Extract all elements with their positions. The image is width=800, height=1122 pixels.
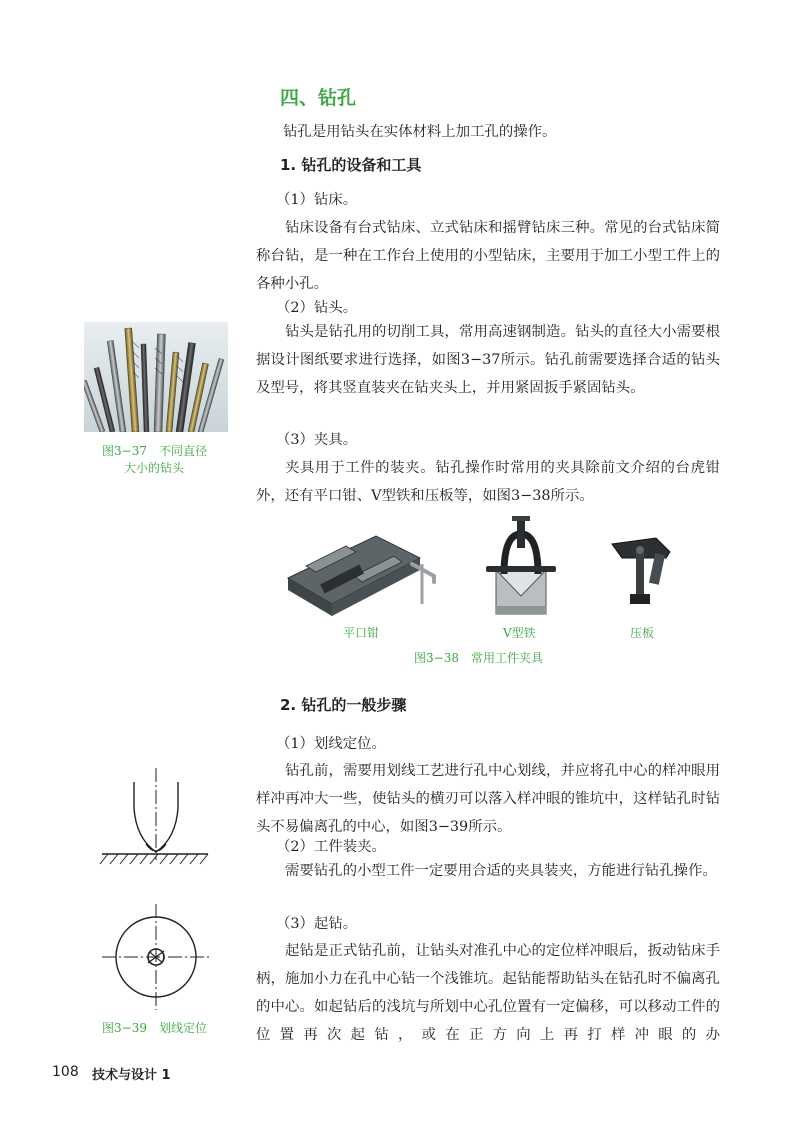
step-1-label: （1）划线定位。 — [276, 736, 386, 752]
step-3-label: （3）起钻。 — [276, 916, 358, 932]
step-1-text: 钻孔前，需要用划线工艺进行孔中心划线，并应将孔中心的样冲眼用样冲再冲大一些，使钻头的横刃可以落入样冲眼的锥坑中，这样钻孔时钻头不易偏离孔的中心，如图3−39所示。 — [256, 763, 720, 835]
fig-3-38-label-flat-vise: 平口钳 — [343, 626, 380, 640]
intro-text: 钻孔是用钻头在实体材料上加工孔的操作。 — [283, 124, 557, 140]
v-block-photo — [484, 514, 556, 618]
flat-vise-photo — [284, 518, 444, 618]
item-3-text: 夹具用于工件的装夹。钻孔操作时常用的夹具除前文介绍的台虎钳外，还有平口钳、V型铁和压板等，如图3−38所示。 — [256, 460, 720, 504]
fig-3-38-label-v-block: V型铁 — [503, 626, 536, 640]
section-title: 四、钻孔 — [280, 87, 357, 109]
fig-3-39-caption: 图3−39 划线定位 — [102, 1021, 207, 1035]
book-title: 技术与设计 1 — [92, 1068, 171, 1083]
page-number: 108 — [52, 1064, 79, 1080]
clamp-plate-photo — [608, 534, 674, 610]
step-3-text: 起钻是正式钻孔前，让钻头对准孔中心的定位样冲眼后，扳动钻床手柄，施加小力在孔中心钻一个浅锥坑。起钻能帮助钻头在钻孔时不偏离孔的中心。如起钻后的浅坑与所划中心孔位置有一定偏移，可以移动工件的位置再次起钻，或在正方向上再打样冲眼的办 — [256, 943, 720, 1043]
item-2-text: 钻头是钻孔用的切削工具，常用高速钢制造。钻头的直径大小需要根据设计图纸要求进行选择，如图3−37所示。钻孔前需要选择合适的钻头及型号，将其竖直装夹在钻夹头上，并用紧固扳手紧固钻头。 — [256, 324, 720, 396]
item-2-label: （2）钻头。 — [276, 300, 358, 316]
subsection-2-title: 2. 钻孔的一般步骤 — [280, 696, 407, 714]
fig-3-37-caption-line1: 图3−37 不同直径 — [102, 444, 207, 458]
subsection-1-title: 1. 钻孔的设备和工具 — [280, 156, 422, 174]
item-1-text: 钻床设备有台式钻床、立式钻床和摇臂钻床三种。常见的台式钻床简称台钻，是一种在工作台上使用的小型钻床，主要用于加工小型工件上的各种小孔。 — [256, 220, 720, 292]
step-2-label: （2）工件装夹。 — [276, 839, 386, 855]
drill-bits-photo — [84, 322, 228, 432]
item-1-label: （1）钻床。 — [276, 192, 358, 208]
fig-3-38-caption: 图3−38 常用工件夹具 — [414, 651, 543, 665]
fig-3-38-label-clamp-plate: 压板 — [630, 626, 655, 640]
marking-position-diagram — [96, 768, 216, 1018]
step-2-text: 需要钻孔的小型工件一定要用合适的夹具装夹，方能进行钻孔操作。 — [285, 863, 717, 879]
fig-3-37-caption-line2: 大小的钻头 — [124, 461, 185, 475]
item-3-label: （3）夹具。 — [276, 432, 358, 448]
